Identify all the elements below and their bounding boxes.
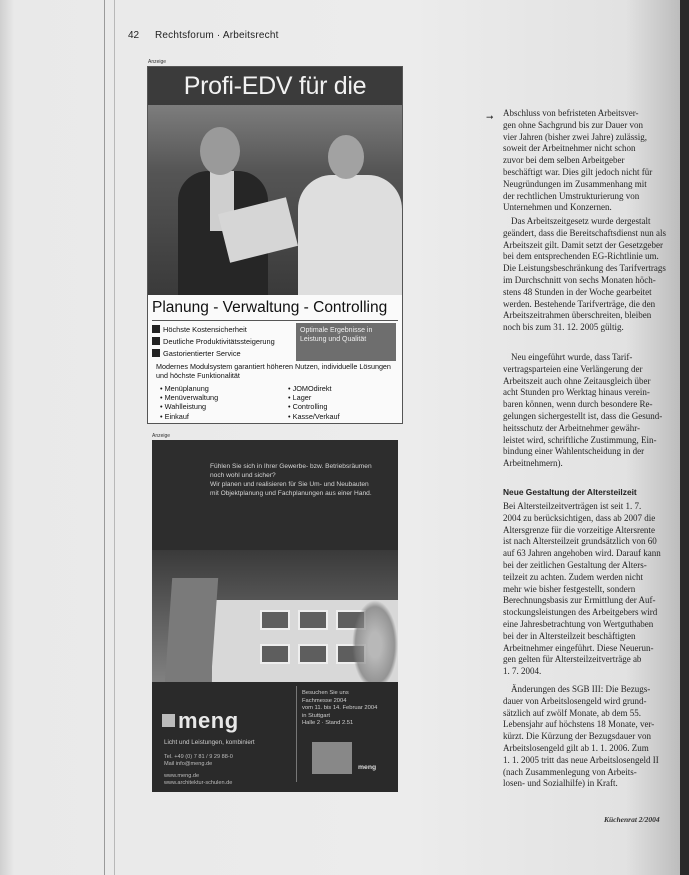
divider <box>296 686 297 782</box>
text-line: bindung einer Wahlentscheidung in der <box>503 446 645 457</box>
text-block-arbeitszeit <box>503 216 678 334</box>
contact-line: Mail info@meng.de <box>164 761 213 768</box>
feature-text: Deutliche Produktivitätssteigerung <box>163 337 275 346</box>
divider <box>152 320 398 321</box>
ad2-bottom-panel <box>152 682 398 792</box>
text-line: gen gelten für Altersteilzeitverträge ab <box>503 654 642 665</box>
feature-item <box>152 349 241 358</box>
square-bullet-icon <box>152 325 160 333</box>
text-line: noch bis zum 31. 12. 2005 gültig. <box>503 322 624 333</box>
text-line: Arbeitslosengeld gilt ab 1. 1. 2006. Zum <box>503 742 649 753</box>
logo-square-icon <box>162 714 175 727</box>
building-window <box>260 644 290 664</box>
text-line: acht Stunden pro Werktag hinaus verein- <box>503 387 650 398</box>
text-line: Lebensjahr auf höchstens 18 Monate, ver- <box>503 719 655 730</box>
text-line: der rechtlichen Umstrukturierung von <box>503 190 640 201</box>
text-line: dauer von Arbeitslosengeld wird grund- <box>503 695 647 706</box>
intro-line: Wir planen und realisieren für Sie Um- und Neubauten <box>210 481 369 488</box>
meng-small-logo: meng <box>358 764 377 771</box>
square-bullet-icon <box>152 337 160 345</box>
text-line: mehr wie bisher festgestellt, sondern <box>503 583 636 594</box>
text-line: gelungen sichergestellt ist, dass die Gesund- <box>503 410 663 421</box>
ad-title: Profi-EDV für die <box>148 67 402 105</box>
text-line: Bei Altersteilzeitverträgen ist seit 1. 7. <box>503 501 642 511</box>
feature-text: Höchste Kostensicherheit <box>163 325 247 334</box>
text-line: zuvor bei dem selben Arbeitgeber <box>503 155 625 166</box>
text-line: bei der in Altersteilzeit beschäftigten <box>503 630 636 641</box>
contact-line: Tel. +49 (0) 7 81 / 9 29 88-0 <box>164 754 233 760</box>
text-line: leistet wird, schriftliche Zustimmung, Ein- <box>503 434 657 445</box>
photo-chef-jacket <box>298 175 402 295</box>
logo-text: meng <box>178 708 239 733</box>
text-block-altersteilzeit <box>503 501 678 678</box>
text-line: Das Arbeitszeitgesetz wurde dergestalt <box>511 216 651 226</box>
contact-line: www.architektur-schulen.de <box>164 780 233 787</box>
text-line: Altersgrenze für die vorzeitige Altersrente <box>503 524 655 535</box>
text-line: Neu eingeführt wurde, dass Tarif- <box>511 352 633 362</box>
page-gutter-line <box>114 0 115 875</box>
module-item: • Wahlleistung <box>160 402 218 411</box>
event-line: vom 11. bis 14. Februar 2004 <box>302 705 378 712</box>
text-line: Arbeitszeit auch ohne Zeitausgleich über <box>503 375 651 386</box>
text-line: baren können, wenn durch besondere Re- <box>503 399 653 410</box>
ad2-event-info <box>302 690 394 728</box>
ad-headline: Planung - Verwaltung - Controlling <box>152 299 388 316</box>
text-line: vier Jahren (bisher zwei Jahre) zulässig, <box>503 131 647 142</box>
text-line: bei dem entsprechenden EG-Richtlinie um. <box>503 251 659 262</box>
ad-label: Anzeige <box>152 433 171 439</box>
running-head: Rechtsforum · Arbeitsrecht <box>155 30 279 41</box>
text-line: Arbeitszeit gilt. Damit setzt der Gesetzgeber <box>503 239 663 250</box>
text-block-befristung <box>503 108 678 214</box>
module-item: • Kasse/Verkauf <box>288 412 340 421</box>
building-window <box>260 610 290 630</box>
text-line: bei der zeitlichen Gestaltung der Alters- <box>503 559 647 570</box>
module-item: • JOMOdirekt <box>288 384 340 393</box>
text-line: Abschluss von befristeten Arbeitsver- <box>503 108 639 118</box>
square-bullet-icon <box>152 349 160 357</box>
module-item: • Controlling <box>288 402 340 411</box>
text-line: Die Leistungsbeschränkung des Tarifvertrags <box>503 263 666 274</box>
text-line: Änderungen des SGB III: Die Bezugs- <box>511 684 651 694</box>
text-line: heitsschutz der Arbeitnehmer gewähr- <box>503 422 641 433</box>
highlight-box: Optimale Ergebnisse in Leistung und Qualität <box>296 323 396 361</box>
module-item: • Lager <box>288 393 340 402</box>
feature-item <box>152 337 275 346</box>
advertisement-meng <box>152 440 398 792</box>
text-line: stens 48 Stunden in der Woche gearbeitet <box>503 286 652 297</box>
feature-item <box>152 325 247 334</box>
advertisement-kitchen-edv <box>147 66 403 424</box>
text-line: 1. 1. 2005 tritt das neue Arbeitslosengeld II <box>503 754 659 765</box>
module-column-left <box>160 384 218 421</box>
text-line: sätzlich auf zwölf Monate, ab dem 55. <box>503 707 641 718</box>
text-line: (nach Zusammenlegung von Arbeits- <box>503 766 637 777</box>
page-number: 42 <box>128 30 140 41</box>
intro-line: mit Objektplanung und Fachplanungen aus einer Hand. <box>210 490 372 497</box>
text-line: stockungsleistungen des Arbeitgebers wird <box>503 607 658 618</box>
event-line: in Stuttgart <box>302 712 331 719</box>
text-block-sgb <box>503 684 678 790</box>
photo-person-head <box>200 127 240 175</box>
photo-sign-tower <box>164 578 218 698</box>
text-line: gen ohne Sachgrund bis zur Dauer von <box>503 119 643 130</box>
building-window <box>298 644 328 664</box>
event-line: Fachmesse 2004 <box>302 697 347 704</box>
building-window <box>298 610 328 630</box>
ad2-intro <box>210 462 390 498</box>
ad2-tagline: Licht und Leistungen, kombiniert <box>164 739 255 746</box>
text-line: Neugründungen im Zusammenhang mit <box>503 178 647 189</box>
text-line: Unternehmen und Konzernen. <box>503 202 612 213</box>
arrow-right-icon: ➞ <box>486 112 494 122</box>
ad2-contact <box>164 754 284 788</box>
text-line: Arbeitnehmern). <box>503 458 563 469</box>
module-item: • Einkauf <box>160 412 218 421</box>
contact-line: www.meng.de <box>164 772 200 779</box>
section-heading: Neue Gestaltung der Altersteilzeit <box>503 487 637 497</box>
text-line: eine Jahresbetrachtung von Wertguthaben <box>503 618 654 629</box>
ad-paragraph: Modernes Modulsystem garantiert höheren Nutzen, individuelle Lösungen und höchste Funktionalität <box>156 362 391 380</box>
text-line: ist nach Altersteilzeit grundsätzlich von 60 <box>503 536 657 547</box>
photo-tree <box>352 600 398 690</box>
text-line: teilzeit zu achten. Zudem werden nicht <box>503 571 643 582</box>
text-line: 2004 zu berücksichtigen, dass ab 2007 die <box>503 512 656 523</box>
text-block-tarifvertrag <box>503 352 678 470</box>
event-hall-image <box>312 742 352 774</box>
page-footer: Küchenrat 2/2004 <box>604 815 660 824</box>
text-line: 1. 7. 2004. <box>503 666 542 677</box>
text-line: Berechnungsbasis zur Ermittlung der Auf- <box>503 595 656 606</box>
ad-label: Anzeige <box>148 59 167 65</box>
text-line: Arbeitnehmer eingeführt. Diese Neuerun- <box>503 642 654 653</box>
ad-photo <box>148 105 402 295</box>
module-item: • Menüplanung <box>160 384 218 393</box>
text-line: auf 63 Jahren angehoben wird. Darauf kann <box>503 548 661 559</box>
text-line: beschäftigt war. Dies gilt jedoch nicht für <box>503 166 653 177</box>
text-line: soweit der Arbeitnehmer nicht schon <box>503 143 636 154</box>
meng-logo <box>162 708 239 734</box>
text-line: geändert, dass die Bereitschaftsdienst nun als <box>503 227 666 238</box>
event-line: Besuchen Sie uns <box>302 690 349 696</box>
text-line: losen- und Sozialhilfe) in Kraft. <box>503 778 618 789</box>
text-line: Arbeitszeitrahmen überschreiten, bleiben <box>503 310 652 321</box>
photo-chef-head <box>328 135 364 179</box>
text-line: vertragsparteien eine Verlängerung der <box>503 363 643 374</box>
module-column-right <box>288 384 340 421</box>
text-line: werden. Bestehende Tarifverträge, die den <box>503 298 656 309</box>
text-line: kürzt. Die Kürzung der Bezugsdauer von <box>503 731 651 742</box>
page-gutter-line <box>104 0 105 875</box>
intro-line: noch wohl und sicher? <box>210 472 276 479</box>
intro-line: Fühlen Sie sich in Ihrer Gewerbe- bzw. Betriebsräumen <box>210 463 372 470</box>
module-item: • Menüverwaltung <box>160 393 218 402</box>
event-line: Halle 2 · Stand 2.51 <box>302 720 354 727</box>
feature-text: Gastorientierter Service <box>163 349 241 358</box>
text-line: im Durchschnitt von sechs Monaten höch- <box>503 274 656 285</box>
scan-edge <box>680 0 689 875</box>
